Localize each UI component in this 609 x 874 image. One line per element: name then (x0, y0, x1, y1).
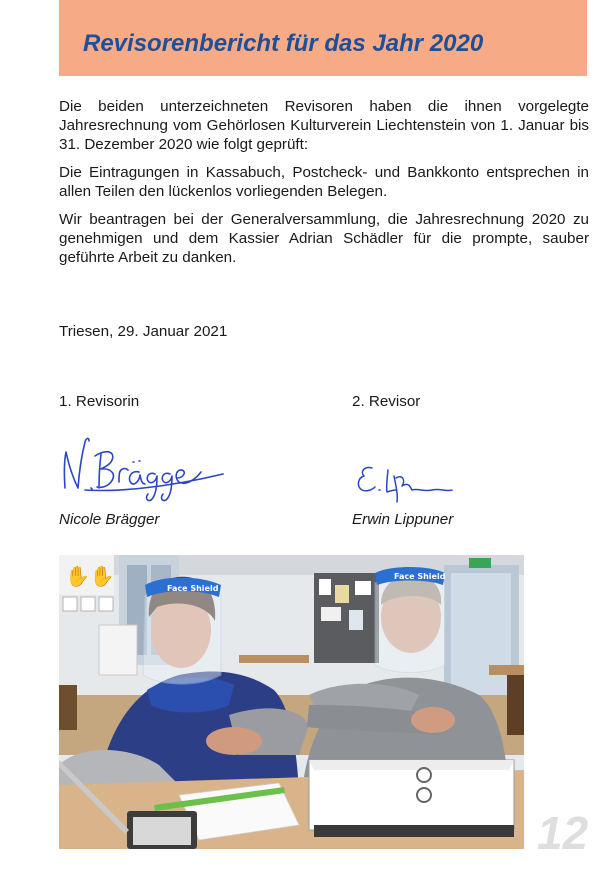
place-date: Triesen, 29. Januar 2021 (59, 323, 228, 340)
signature-2-image (352, 458, 462, 506)
signatory-1-name: Nicole Brägger (59, 511, 160, 528)
report-paragraph: Die Eintragungen in Kassabuch, Postcheck- und Bankkonto entsprechen in allen Teilen den lückenlos vorliegenden Belegen. (59, 164, 589, 200)
shield-label-right: Face Shield (394, 572, 446, 581)
signatory-2-role: 2. Revisor (352, 393, 421, 410)
page-title: Revisorenbericht für das Jahr 2020 (83, 30, 484, 57)
svg-text:✋✋: ✋✋ (65, 564, 115, 588)
report-body (59, 97, 589, 276)
signatory-2-name: Erwin Lippuner (352, 511, 454, 528)
report-paragraph: Wir beantragen bei der Generalversammlung, die Jahresrechnung 2020 zu genehmigen und dem Kassier Adrian Schädler für die prompte, sauber geführte Arbeit zu danken. (59, 211, 589, 266)
signature-1-image (55, 432, 230, 514)
report-paragraph: Die beiden unterzeichneten Revisoren haben die ihnen vorgelegte Jahresrechnung vom Gehörlosen Kulturverein Liechtenstein von 1. Januar bis 31. Dezember 2020 wie folgt geprüft: (59, 98, 589, 153)
shield-label-left: Face Shield (167, 584, 219, 593)
revisors-photo (59, 555, 524, 849)
signatory-1-role: 1. Revisorin (59, 393, 140, 410)
header-bar (59, 0, 587, 76)
page-number: 12 (537, 807, 589, 859)
